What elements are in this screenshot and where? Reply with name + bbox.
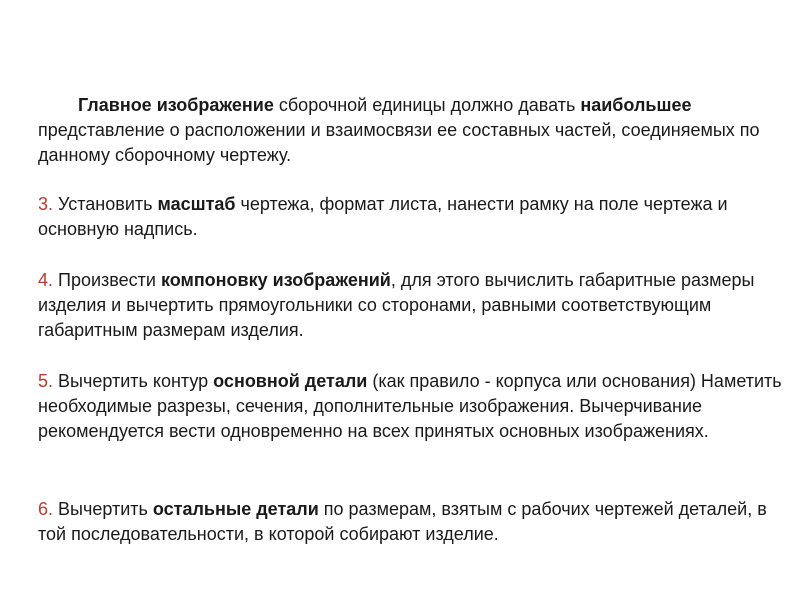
step-4-bold: компоновку изображений [160,270,391,290]
step-4-paragraph [38,268,790,343]
step-4-number: 4. [38,270,54,290]
step-5-number: 5. [38,371,54,391]
step-5-bold: основной детали [213,371,368,391]
intro-text-2: представление о расположении и взаимосвязи ее составных частей, соединяемых по данному сборочному чертежу. [38,120,760,165]
step-3-bold: масштаб [157,194,236,214]
intro-bold-greatest: наибольшее [580,95,692,115]
intro-bold-main-view: Главное изображение [78,95,274,115]
step-6-number: 6. [38,499,54,519]
step-5-paragraph [38,369,790,444]
step-5-text-after: (как правило - корпуса или основания) Наметить необходимые разрезы, сечения, дополнительные изображения. Вычерчивание рекомендуется вести одновременно на всех принятых основных изображениях. [38,371,782,441]
intro-paragraph [38,93,790,168]
step-3-paragraph [38,192,790,242]
step-6-text-before: Вычертить [53,499,153,519]
step-6-bold: остальные детали [152,499,319,519]
step-4-text-after: , для этого вычислить габаритные размеры изделия и вычертить прямоугольники со сторонами, равными соответствующим габаритным размерам изделия. [38,270,755,340]
step-6-text-after: по размерам, взятым с рабочих чертежей деталей, в той последовательности, в которой собирают изделие. [38,499,767,544]
step-6-paragraph [38,497,790,547]
step-3-text-after: чертежа, формат листа, нанести рамку на поле чертежа и основную надпись. [38,194,728,239]
step-4-text-before: Произвести [53,270,161,290]
step-3-text-before: Установить [53,194,158,214]
intro-text-1: сборочной единицы должно давать [273,95,581,115]
step-3-number: 3. [38,194,54,214]
step-5-text-before: Вычертить контур [53,371,214,391]
